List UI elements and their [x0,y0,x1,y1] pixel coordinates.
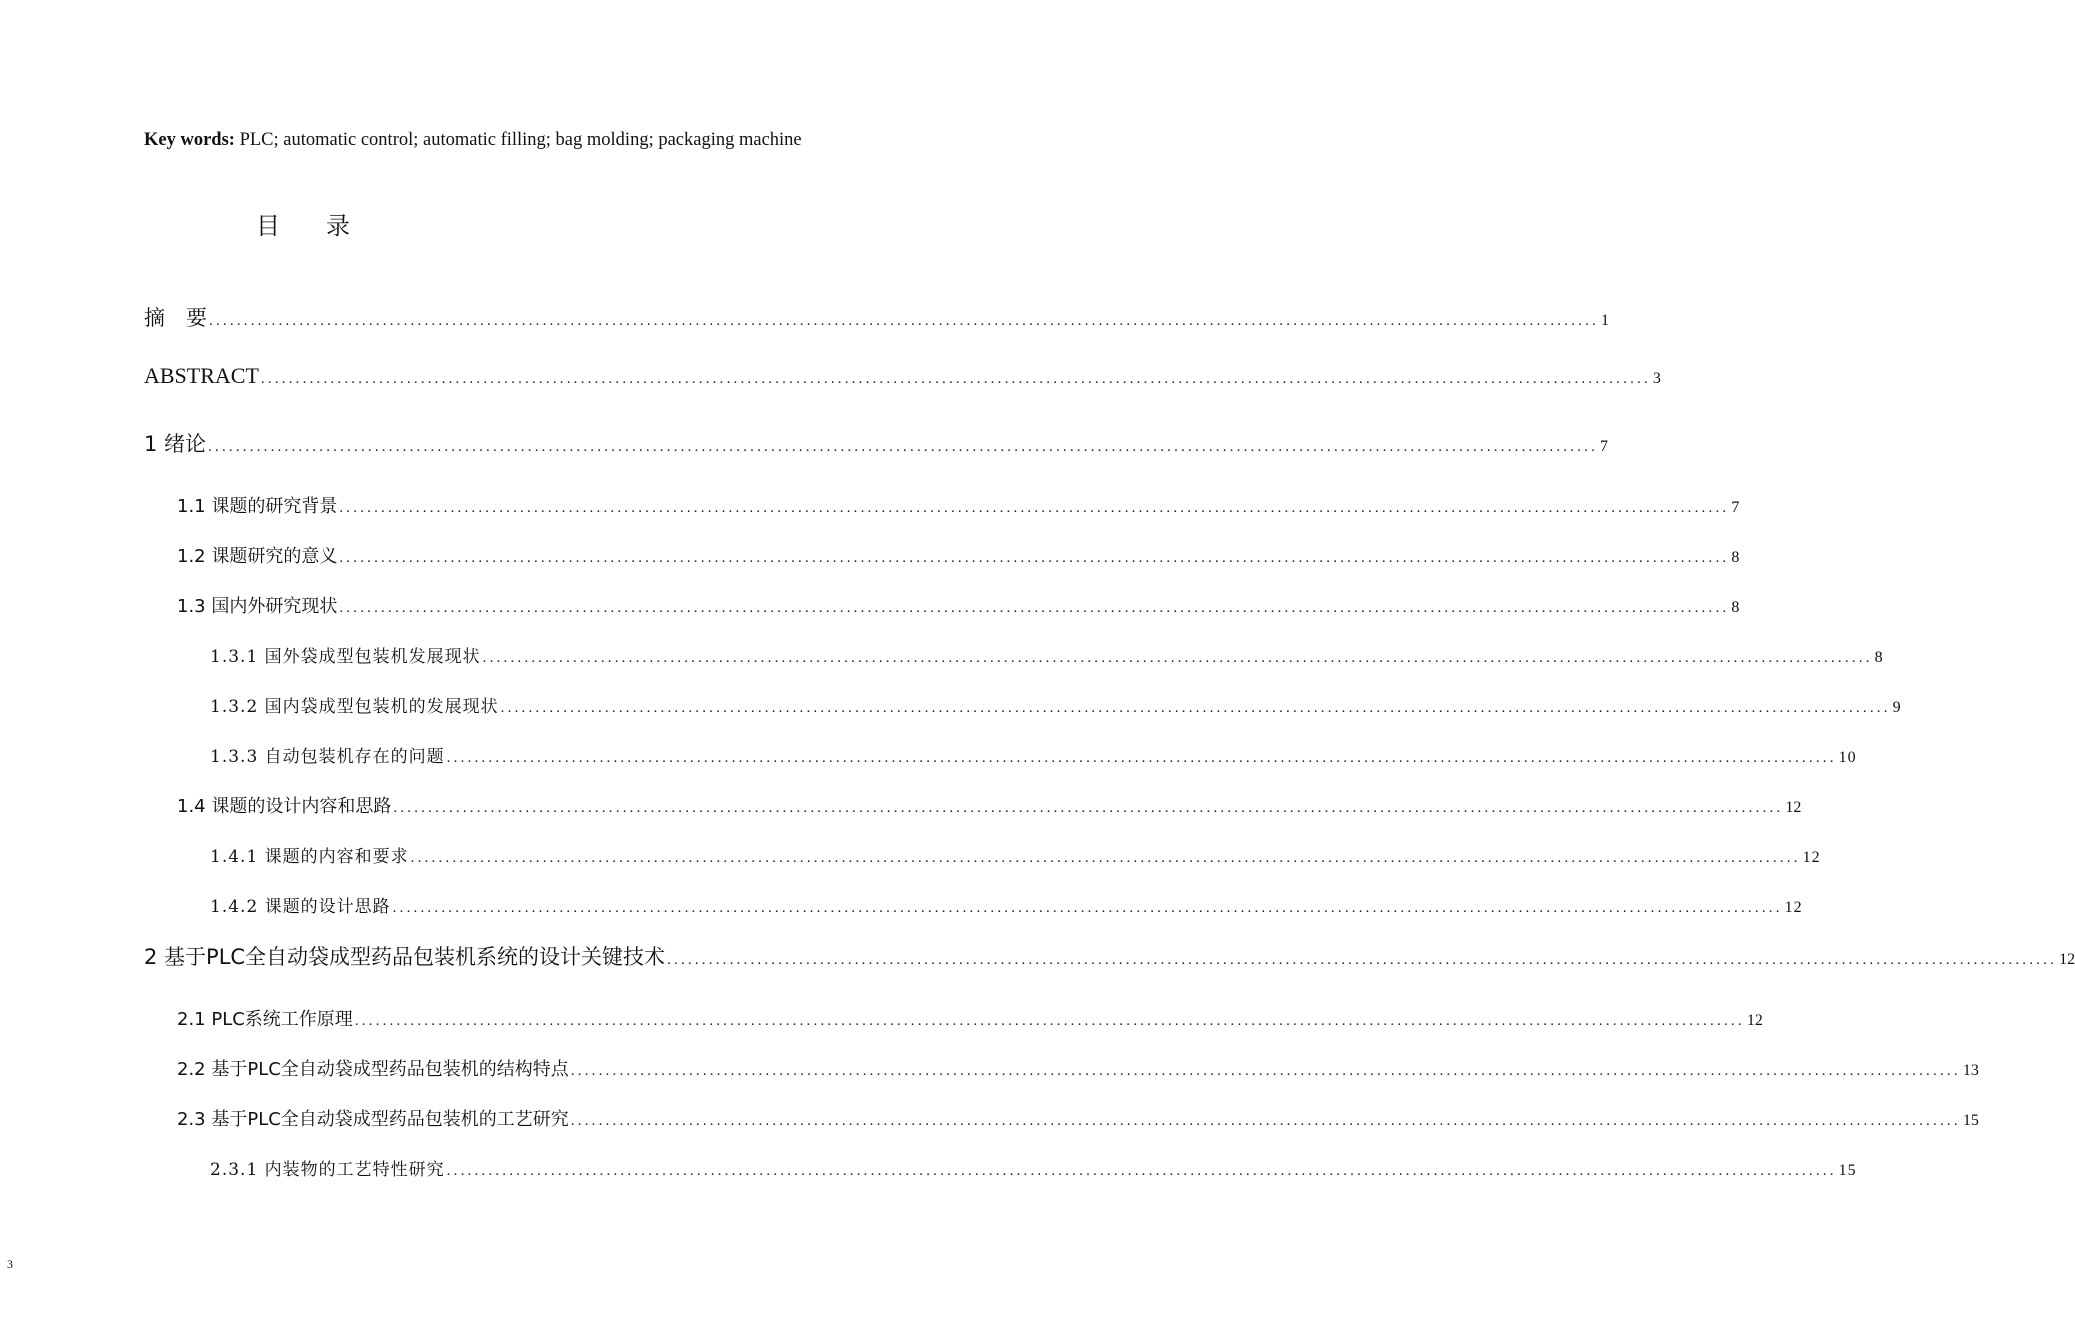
toc-entry[interactable] [177,492,1740,518]
toc-leader-dots: ........................................................................................................................................................................................................ [410,850,1801,866]
toc-entry-page: 1 [1601,312,1609,329]
toc-entry[interactable] [144,363,1661,389]
toc-entry[interactable] [210,692,1902,717]
toc-entry-label: 2 基于PLC全自动袋成型药品包装机系统的设计关键技术 [144,945,666,969]
toc-entry-label: 1.3.1 国外袋成型包装机发展现状 [210,647,481,667]
toc-leader-dots: ........................................................................................................................................................................................................ [392,900,1783,916]
page-number: 3 [7,1257,13,1271]
toc-entry-label: 1.2 课题研究的意义 [177,546,338,567]
toc-leader-dots: ........................................................................................................................................................................................................ [570,1063,1961,1079]
toc-leader-dots: ........................................................................................................................................................................................................ [482,650,1873,666]
keywords-text: PLC; automatic control; automatic filling; bag molding; packaging machine [239,130,802,150]
toc-leader-dots: ........................................................................................................................................................................................................ [339,500,1730,516]
toc-entry[interactable] [210,892,1803,917]
toc-entry-page: 3 [1652,370,1661,387]
keywords-label: Key words: [144,130,235,150]
toc-leader-dots: ........................................................................................................................................................................................................ [570,1113,1961,1129]
toc-entry[interactable] [144,428,1609,458]
toc-entry-label: 1.4 课题的设计内容和思路 [177,796,392,817]
toc-entry-page: 7 [1731,499,1740,516]
toc-entry-page: 9 [1892,699,1902,716]
toc-entry[interactable] [177,792,1802,818]
toc-entry[interactable] [144,302,1609,332]
toc-entry-label: 1 绪论 [144,432,207,456]
toc-leader-dots: ........................................................................................................................................................................................................ [339,550,1730,566]
toc-entry[interactable] [177,1105,1979,1131]
toc-leader-dots: ........................................................................................................................................................................................................ [393,800,1784,816]
toc-entry-label: 1.4.2 课题的设计思路 [210,897,391,917]
toc-entry-label: 2.2 基于PLC全自动袋成型药品包装机的结构特点 [177,1059,569,1080]
toc-entry-label: ABSTRACT [144,363,259,388]
toc-leader-dots: ........................................................................................................................................................................................................ [446,750,1837,766]
toc-entry-page: 12 [1784,899,1803,916]
toc-entry-label: 2.3.1 内装物的工艺特性研究 [210,1160,445,1180]
toc-entry-page: 7 [1600,438,1609,455]
toc-entry-label: 2.3 基于PLC全自动袋成型药品包装机的工艺研究 [177,1109,569,1130]
toc-entry-label: 2.1 PLC系统工作原理 [177,1009,353,1030]
toc-entry-label: 摘 要 [144,306,207,330]
toc-leader-dots: ........................................................................................................................................................................................................ [209,313,1599,329]
toc-entry-page: 12 [1802,849,1821,866]
toc-leader-dots: ........................................................................................................................................................................................................ [667,952,2058,968]
toc-entry[interactable] [177,592,1740,618]
toc-entry-page: 13 [1962,1062,1979,1079]
toc-leader-dots: ........................................................................................................................................................................................................ [500,700,1891,716]
toc-entry[interactable] [177,1005,1763,1031]
toc-entry-page: 8 [1731,549,1740,566]
keywords-paragraph [144,122,806,159]
toc-entry-label: 1.3 国内外研究现状 [177,596,338,617]
toc-entry-page: 12 [2059,951,2075,968]
toc-leader-dots: ........................................................................................................................................................................................................ [354,1013,1745,1029]
toc-entry-label: 1.4.1 课题的内容和要求 [210,847,409,867]
toc-entry-page: 12 [1785,799,1802,816]
toc-entry[interactable] [210,1155,1857,1180]
toc-leader-dots: ........................................................................................................................................................................................................ [339,600,1730,616]
toc-entry-page: 10 [1838,749,1857,766]
toc-entry-label: 1.1 课题的研究背景 [177,496,338,517]
toc-entry-page: 12 [1746,1012,1763,1029]
toc-entry[interactable] [210,842,1821,867]
toc-entry-page: 15 [1962,1112,1979,1129]
toc-entry[interactable] [144,941,2075,971]
toc-leader-dots: ........................................................................................................................................................................................................ [208,439,1599,455]
toc-entry[interactable] [177,1055,1979,1081]
toc-entry-page: 8 [1874,649,1884,666]
toc-leader-dots: ........................................................................................................................................................................................................ [260,371,1651,387]
toc-entry[interactable] [177,542,1740,568]
toc-leader-dots: ........................................................................................................................................................................................................ [446,1163,1837,1179]
toc-entry-page: 8 [1731,599,1740,616]
toc-entry-page: 15 [1838,1162,1857,1179]
toc-entry[interactable] [210,642,1884,667]
toc-title: 目录 [256,212,396,240]
toc-entry[interactable] [210,742,1857,767]
toc-entry-label: 1.3.3 自动包装机存在的问题 [210,747,445,767]
toc-entry-label: 1.3.2 国内袋成型包装机的发展现状 [210,697,499,717]
